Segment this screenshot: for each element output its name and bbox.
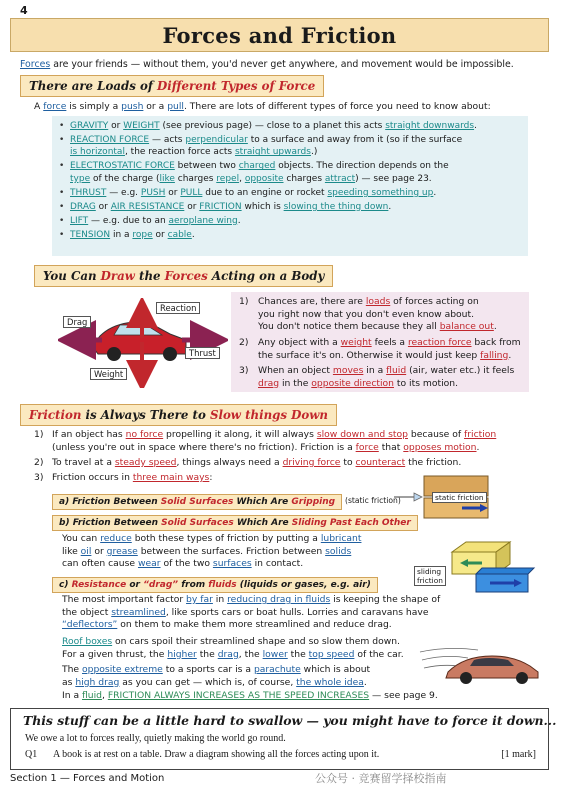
- header-part: There are Loads of: [29, 79, 158, 93]
- text-span: repel: [216, 173, 240, 184]
- text-span: — see page 9.: [369, 690, 438, 701]
- text-span: “drag”: [143, 580, 179, 590]
- text-span: .: [474, 121, 477, 131]
- text-span: like: [159, 173, 175, 184]
- text-span: .: [191, 229, 195, 240]
- text-span: reaction force: [407, 337, 472, 348]
- text-span: both these types of friction by putting a: [131, 533, 321, 544]
- text-span: Which Are: [233, 497, 292, 507]
- t: force: [43, 101, 67, 112]
- text-span: moves: [332, 365, 364, 376]
- text-span: — e.g. due to an: [88, 215, 169, 226]
- list-item: [70, 215, 528, 227]
- text-span: in a: [110, 229, 133, 240]
- text-span: the: [287, 648, 309, 660]
- list-item: [70, 187, 528, 199]
- subheader-sliding: [52, 515, 418, 531]
- text-span: Which Are: [233, 518, 292, 528]
- text-span: :: [209, 472, 213, 483]
- text-span: the friction.: [405, 457, 462, 468]
- text-span: You don't notice them because they all: [258, 321, 440, 333]
- drag-para-4: [62, 690, 542, 703]
- text-span: .: [388, 201, 392, 212]
- text-span: is horizontal: [70, 147, 125, 158]
- text-span: .: [433, 187, 437, 198]
- text-span: solids: [325, 545, 352, 557]
- text-span: or: [108, 121, 124, 131]
- text-span: higher: [167, 648, 197, 660]
- t: or a: [143, 101, 168, 112]
- text-span: or: [91, 545, 107, 557]
- summary-line: We owe a lot to forces really, quietly making the world go round.: [25, 733, 286, 744]
- draw-para-2: [258, 337, 526, 362]
- text-span: b) Friction Between: [59, 518, 162, 528]
- text-span: which is about: [300, 664, 371, 675]
- text-span: counteract: [355, 457, 406, 468]
- text-span: Any object with a: [258, 337, 341, 348]
- text-span: or: [184, 201, 200, 212]
- text-span: opposite extreme: [82, 664, 163, 675]
- text-span: between the surfaces. Friction between: [137, 545, 326, 557]
- text-span: to its motion.: [393, 377, 459, 389]
- text-span: — e.g.: [106, 187, 141, 198]
- force-types-box: [52, 116, 528, 256]
- text-span: Chances are, there are: [258, 296, 366, 307]
- list-item: [70, 201, 528, 213]
- text-span: grease: [106, 545, 138, 557]
- list-item: [70, 229, 528, 241]
- car-wheel: [163, 347, 177, 361]
- text-span: a) Friction Between: [59, 497, 161, 507]
- text-span: opposite: [244, 173, 284, 184]
- intro-lead: Forces: [20, 59, 51, 70]
- text-span: Forces: [164, 269, 208, 283]
- text-span: falling: [480, 349, 509, 361]
- text-span: in: [212, 594, 228, 605]
- text-span: ,: [102, 690, 108, 701]
- num: 2): [34, 457, 44, 468]
- question-number: Q1: [25, 749, 38, 760]
- text-span: or: [152, 229, 168, 240]
- num: 1): [239, 296, 249, 307]
- text-span: drag: [217, 648, 239, 660]
- car-wheel: [516, 672, 528, 684]
- text-span: , things always need a: [176, 457, 283, 468]
- text-span: Slow things Down: [209, 408, 328, 422]
- text-span: opposite direction: [311, 377, 394, 389]
- text-span: the whole idea: [296, 676, 364, 688]
- text-span: the surface it's on. Otherwise it would just keep: [258, 349, 481, 361]
- text-span: charged: [238, 161, 276, 172]
- subheader-gripping: [52, 494, 342, 510]
- section-header-draw: [34, 265, 333, 287]
- friction-para-3: [52, 472, 352, 485]
- text-span: to: [340, 457, 356, 468]
- text-span: which is: [241, 201, 284, 212]
- text-span: .: [508, 349, 512, 361]
- page-number: 4: [20, 4, 28, 17]
- text-span: cable: [167, 229, 192, 240]
- text-span: like: [62, 545, 81, 557]
- reaction-label: Reaction: [156, 302, 200, 314]
- text-span: Friction: [29, 408, 82, 422]
- draw-forces-box: [231, 292, 529, 392]
- text-span: you right now that you don't even know about.: [258, 308, 475, 320]
- text-span: driving force: [282, 457, 341, 468]
- text-span: drag: [258, 377, 280, 389]
- text-span: “deflectors”: [62, 619, 118, 631]
- summary-title: This stuff can be a little hard to swallow — you might have to force it down...: [23, 713, 557, 728]
- text-span: FRICTION: [199, 201, 242, 212]
- text-span: of forces acting on: [390, 296, 479, 307]
- text-span: top speed: [308, 648, 355, 660]
- text-span: as: [62, 676, 76, 688]
- text-span: between two: [174, 161, 239, 172]
- text-span: (liquids or gases, e.g. air): [236, 580, 371, 590]
- summary-box: [10, 708, 557, 770]
- text-span: PUSH: [140, 187, 166, 198]
- text-span: Gripping: [291, 497, 336, 507]
- types-intro: [34, 101, 544, 114]
- lower-block-top: [476, 568, 534, 574]
- text-span: DRAG: [70, 201, 96, 212]
- intro-text: [20, 58, 550, 71]
- text-span: weight: [340, 337, 372, 348]
- t: push: [121, 101, 144, 112]
- text-span: slow down and stop: [316, 429, 408, 440]
- text-span: is keeping the shape of: [330, 594, 441, 605]
- text-span: Acting on a Body: [207, 269, 325, 283]
- draw-para-1: [258, 296, 526, 334]
- static-note: (static friction): [345, 496, 401, 505]
- page-title: Forces and Friction: [162, 22, 397, 48]
- list-item: [70, 120, 528, 132]
- text-span: balance out: [439, 321, 494, 333]
- text-span: ) — see page 23.: [355, 173, 432, 184]
- text-span: of the two: [160, 558, 213, 570]
- sports-car-illustration: [418, 642, 544, 686]
- text-span: rope: [132, 229, 153, 240]
- question-marks: [1 mark]: [501, 749, 536, 760]
- text-span: in contact.: [251, 558, 304, 570]
- t: A: [34, 101, 44, 112]
- text-span: on them to make them more streamlined and reduce drag.: [117, 619, 392, 631]
- sliding-friction-blocks: [446, 532, 536, 594]
- text-span: , the: [238, 648, 263, 660]
- text-span: You can: [62, 533, 101, 544]
- drag-para-3: [62, 664, 422, 689]
- text-span: For a given thrust, the: [62, 648, 168, 660]
- text-span: wear: [137, 558, 161, 570]
- text-span: To travel at a: [52, 457, 115, 468]
- text-span: (air, water etc.) it feels: [406, 365, 515, 376]
- text-span: Solid Surfaces: [160, 497, 234, 507]
- text-span: .): [310, 147, 318, 158]
- sliding-friction-label: [414, 566, 446, 586]
- text-span: in a: [363, 365, 387, 376]
- list-item: [70, 134, 528, 159]
- text-span: fluid: [82, 690, 103, 701]
- text-span: perpendicular: [185, 135, 248, 145]
- text-span: because of: [407, 429, 465, 440]
- text-span: slowing the thing down: [283, 201, 389, 212]
- sliding-text: [62, 533, 422, 571]
- text-span: parachute: [253, 664, 301, 675]
- t: pull: [167, 101, 184, 112]
- text-span: Sliding Past Each Other: [291, 518, 411, 528]
- friction-para-1: [52, 429, 552, 454]
- text-span: ELECTROSTATIC FORCE: [70, 161, 175, 172]
- text-span: TENSION: [70, 229, 111, 240]
- text-span: the: [134, 269, 165, 283]
- text-span: .: [363, 676, 367, 688]
- text-span: can often cause: [62, 558, 138, 570]
- text-span: The: [62, 664, 83, 675]
- text-span: lubricant: [320, 533, 362, 544]
- text-span: as you can get — which is, of course,: [119, 676, 297, 688]
- text-span: oil: [80, 545, 92, 557]
- text-span: no force: [125, 429, 164, 440]
- text-span: or: [126, 580, 144, 590]
- text-span: LIFT: [70, 215, 89, 226]
- text-span: GRAVITY: [70, 121, 109, 131]
- text-span: WEIGHT: [123, 121, 160, 131]
- page-title-bar: [10, 18, 549, 52]
- text-span: three main ways: [132, 472, 210, 483]
- pointer-arrow: [392, 490, 424, 504]
- text-span: opposes motion: [403, 441, 477, 453]
- num: 2): [239, 337, 249, 348]
- force-types-list: [52, 116, 528, 241]
- text-span: Solid Surfaces: [161, 518, 234, 528]
- friction-para-2: [52, 457, 552, 470]
- drag-para-2: [62, 636, 422, 661]
- text-span: the object: [62, 606, 112, 618]
- text-span: If an object has: [52, 429, 126, 440]
- text-span: by far: [186, 594, 213, 605]
- text-span: the: [196, 648, 218, 660]
- text-span: , the reaction force acts: [124, 147, 235, 158]
- text-span: that: [378, 441, 404, 453]
- text-span: sliding: [417, 567, 442, 576]
- text-span: friction: [464, 429, 497, 440]
- text-span: speeding something up: [327, 187, 434, 198]
- text-span: .: [493, 321, 497, 333]
- text-span: Draw: [100, 269, 135, 283]
- section-header-friction: [20, 404, 337, 426]
- car-force-diagram: [58, 298, 228, 388]
- text-span: on cars spoil their streamlined shape and so slow them down.: [112, 636, 400, 647]
- t: is simply a: [66, 101, 122, 112]
- text-span: .: [476, 441, 480, 453]
- text-span: .: [237, 215, 241, 226]
- text-span: lower: [262, 648, 288, 660]
- text-span: reducing drag in fluids: [227, 594, 331, 605]
- text-span: THRUST: [70, 187, 107, 198]
- thrust-label: Thrust: [185, 347, 220, 359]
- text-span: force: [355, 441, 379, 453]
- text-span: high drag: [75, 676, 120, 688]
- text-span: charges: [283, 173, 325, 184]
- text-span: of the car.: [354, 648, 404, 660]
- text-span: surfaces: [212, 558, 252, 570]
- text-span: ,: [239, 173, 245, 184]
- text-span: You Can: [43, 269, 101, 283]
- text-span: or: [165, 187, 181, 198]
- text-span: due to an engine or rocket: [202, 187, 328, 198]
- watermark: 公众号 · 竞赛留学择校指南: [315, 772, 447, 785]
- text-span: streamlined: [111, 606, 166, 618]
- text-span: aeroplane wing: [168, 215, 238, 226]
- text-span: reduce: [100, 533, 132, 544]
- num: 3): [239, 365, 249, 376]
- text-span: fluid: [386, 365, 407, 376]
- text-span: Roof boxes: [62, 636, 113, 647]
- text-span: (unless you're out in space where there's no friction). Friction is a: [52, 441, 356, 453]
- list-item: [70, 160, 528, 185]
- text-span: loads: [365, 296, 391, 307]
- text-span: Resistance: [71, 580, 127, 590]
- text-span: back from: [471, 337, 521, 348]
- text-span: straight downwards: [385, 121, 475, 131]
- text-span: is Always There to: [81, 408, 210, 422]
- text-span: c): [59, 580, 72, 590]
- text-span: AIR RESISTANCE: [110, 201, 185, 212]
- text-span: , like sports cars or boat hulls. Lorries and caravans have: [165, 606, 429, 618]
- subheader-drag: [52, 577, 378, 593]
- text-span: straight upwards: [234, 147, 311, 158]
- header-part: Different Types of Force: [157, 79, 316, 93]
- static-friction-label: static friction: [432, 492, 487, 503]
- text-span: to a surface and away from it (so if the surface: [247, 135, 463, 145]
- text-span: (see previous page) — close to a planet this acts: [159, 121, 386, 131]
- text-span: attract: [324, 173, 356, 184]
- intro-rest: are your friends — without them, you'd never get anywhere, and movement would be impossible.: [50, 59, 514, 70]
- text-span: in the: [279, 377, 312, 389]
- text-span: In a: [62, 690, 83, 701]
- text-span: friction: [417, 576, 443, 585]
- section-header-types: [20, 75, 324, 97]
- drag-para-1: [62, 594, 542, 632]
- draw-para-3: [258, 365, 526, 390]
- text-span: to a sports car is a: [162, 664, 254, 675]
- text-span: — acts: [149, 135, 186, 145]
- text-span: charges: [174, 173, 217, 184]
- num: 1): [34, 429, 44, 440]
- text-span: FRICTION ALWAYS INCREASES AS THE SPEED INCREASES: [107, 690, 370, 701]
- text-span: or: [95, 201, 111, 212]
- text-span: of the charge (: [90, 173, 160, 184]
- t: . There are lots of different types of force you need to know about:: [183, 101, 491, 112]
- text-span: from: [178, 580, 209, 590]
- car-wheel: [460, 672, 472, 684]
- num: 3): [34, 472, 44, 483]
- text-span: The most important factor: [62, 594, 187, 605]
- text-span: PULL: [180, 187, 203, 198]
- weight-label: Weight: [90, 368, 127, 380]
- text-span: feels a: [371, 337, 408, 348]
- question-text: A book is at rest on a table. Draw a diagram showing all the forces acting upon it.: [53, 749, 380, 760]
- text-span: objects. The direction depends on the: [275, 161, 449, 172]
- text-span: REACTION FORCE: [70, 135, 150, 145]
- text-span: Friction occurs in: [52, 472, 133, 483]
- footer-section: Section 1 — Forces and Motion: [10, 773, 165, 784]
- text-span: type: [70, 173, 91, 184]
- drag-label: Drag: [63, 316, 91, 328]
- text-span: steady speed: [114, 457, 177, 468]
- text-span: fluids: [208, 580, 237, 590]
- text-span: When an object: [258, 365, 333, 376]
- car-wheel: [107, 347, 121, 361]
- text-span: propelling it along, it will always: [163, 429, 317, 440]
